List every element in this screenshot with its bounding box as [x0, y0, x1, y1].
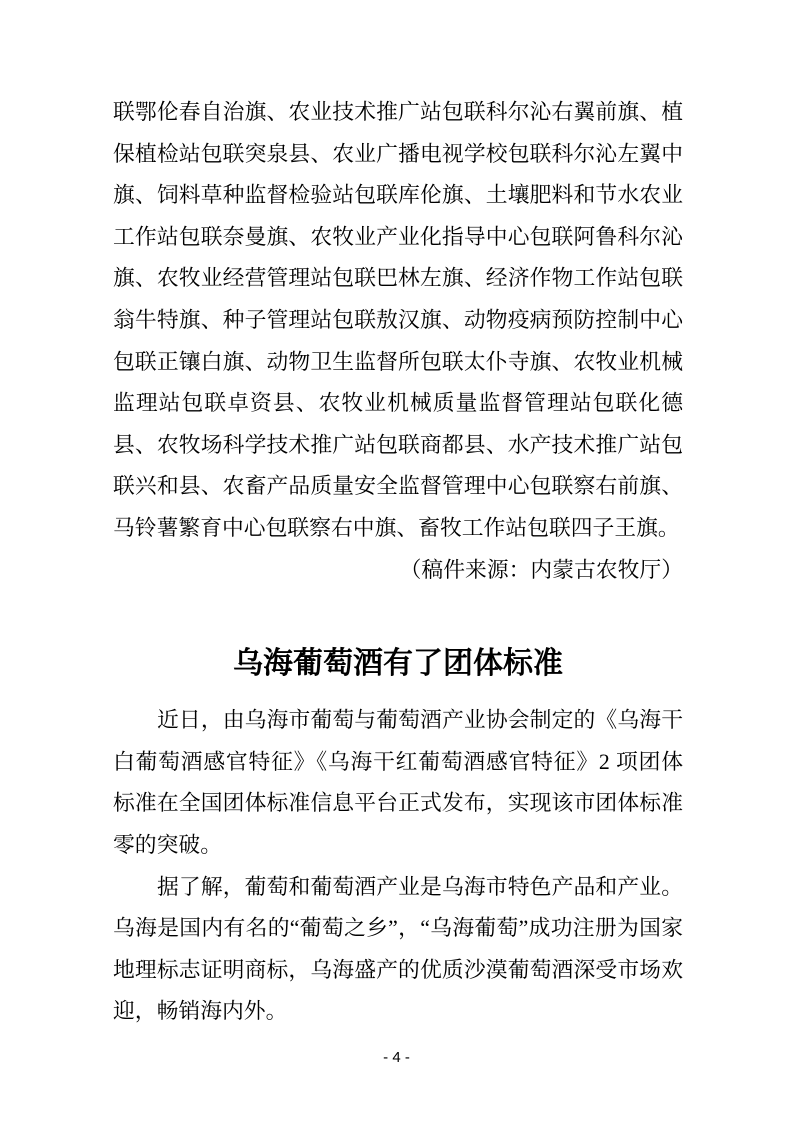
article-paragraph-1: 近日，由乌海市葡萄与葡萄酒产业协会制定的《乌海干白葡萄酒感官特征》《乌海干红葡萄酒感官特征》2 项团体标准在全国团体标准信息平台正式发布，实现该市团体标准零的突破。 [113, 708, 683, 857]
article-title: 乌海葡萄酒有了团体标准 [233, 647, 563, 681]
article-paragraph-2: 据了解，葡萄和葡萄酒产业是乌海市特色产品和产业。乌海是国内有名的“葡萄之乡”，“乌海葡萄”成功注册为国家地理标志证明商标，乌海盛产的优质沙漠葡萄酒深受市场欢迎，畅销海内外。 [113, 874, 683, 1024]
document-content [113, 92, 683, 1033]
source-attribution: （稿件来源：内蒙古农牧厅） [399, 557, 683, 582]
page-number: - 4 - [383, 1049, 410, 1066]
body-paragraph-continued: 联鄂伦春自治旗、农业技术推广站包联科尔沁右翼前旗、植保植检站包联突泉县、农业广播电视学校包联科尔沁左翼中旗、饲料草种监督检验站包联库伦旗、土壤肥料和节水农业工作站包联奈曼旗、农牧业产业化指导中心包联阿鲁科尔沁旗、农牧业经营管理站包联巴林左旗、经济作物工作站包联翁牛特旗、种子管理站包联敖汉旗、动物疫病预防控制中心包联正镶白旗、动物卫生监督所包联太仆寺旗、农牧业机械监理站包联卓资县、农牧业机械质量监督管理站包联化德县、农牧场科学技术推广站包联商都县、水产技术推广站包联兴和县、农畜产品质量安全监督管理中心包联察右前旗、马铃薯繁育中心包联察右中旗、畜牧工作站包联四子王旗。 [113, 100, 683, 540]
